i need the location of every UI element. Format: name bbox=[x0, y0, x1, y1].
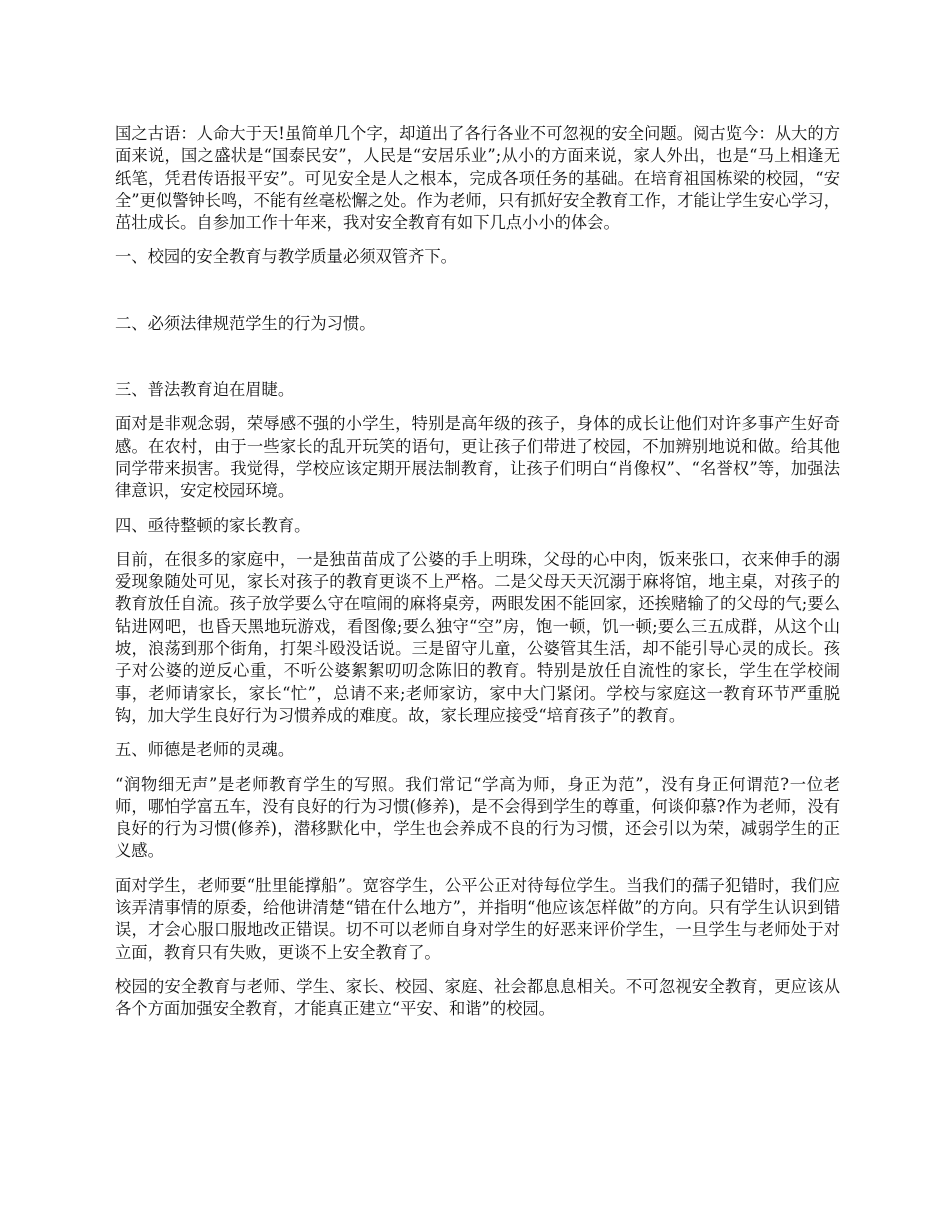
section-heading-5: 五、师德是老师的灵魂。 bbox=[115, 740, 295, 760]
document-page bbox=[115, 123, 840, 1021]
section-heading-3: 三、普法教育迫在眉睫。 bbox=[115, 380, 295, 400]
section-5-paragraph-1: “润物细无声”是老师教育学生的写照。我们常记“学高为师，身正为范”，没有身正何谓范?一位老师，哪怕学富五车，没有良好的行为习惯(修养)，是不会得到学生的尊重，何谈仰慕?作为老师，没有良好的行为习惯(修养)，潜移默化中，学生也会养成不良的行为习惯，还会引以为荣，减弱学生的正义感。 bbox=[115, 774, 840, 861]
intro-paragraph: 国之古语：人命大于天!虽简单几个字，却道出了各行各业不可忽视的安全问题。阅古览今：从大的方面来说，国之盛状是“国泰民安”，人民是“安居乐业”;从小的方面来说，家人外出，也是“马上相逢无纸笔，凭君传语报平安”。可见安全是人之根本，完成各项任务的基础。在培育祖国栋梁的校园，“安全”更似警钟长鸣，不能有丝毫松懈之处。作为老师，只有抓好安全教育工作，才能让学生安心学习，茁壮成长。自参加工作十年来，我对安全教育有如下几点小小的体会。 bbox=[115, 124, 840, 233]
conclusion-paragraph: 校园的安全教育与老师、学生、家长、校园、家庭、社会都息息相关。不可忽视安全教育，更应该从各个方面加强安全教育，才能真正建立“平安、和谐”的校园。 bbox=[115, 976, 840, 1019]
section-5-paragraph-2: 面对学生，老师要“肚里能撑船”。宽容学生，公平公正对待每位学生。当我们的孺子犯错时，我们应该弄清事情的原委，给他讲清楚“错在什么地方”，并指明“他应该怎样做”的方向。只有学生认识到错误，才会心服口服地改正错误。切不可以老师自身对学生的好恶来评价学生，一旦学生与老师处于对立面，教育只有失败，更谈不上安全教育了。 bbox=[115, 875, 840, 962]
section-4-paragraph: 目前，在很多的家庭中，一是独苗苗成了公婆的手上明珠，父母的心中肉，饭来张口，衣来伸手的溺爱现象随处可见，家长对孩子的教育更谈不上严格。二是父母天天沉溺于麻将馆，地主桌，对孩子的教育放任自流。孩子放学要么守在喧闹的麻将桌旁，两眼发困不能回家，还挨赌输了的父母的气;要么钻进网吧，也昏天黑地玩游戏，看图像;要么独守“空”房，饱一顿，饥一顿;要么三五成群，从这个山坡，浪荡到那个街角，打架斗殴没话说。三是留守儿童，公婆管其生活，却不能引导心灵的成长。孩子对公婆的逆反心重，不听公婆絮絮叨叨念陈旧的教育。特别是放任自流性的家长，学生在学校闹事，老师请家长，家长“忙”，总请不来;老师家访，家中大门紧闭。学校与家庭这一教育环节严重脱钩，加大学生良好行为习惯养成的难度。故，家长理应接受“培育孩子”的教育。 bbox=[115, 549, 840, 725]
section-heading-1: 一、校园的安全教育与教学质量必须双管齐下。 bbox=[115, 247, 457, 267]
section-heading-2: 二、必须法律规范学生的行为习惯。 bbox=[115, 313, 376, 333]
section-3-paragraph: 面对是非观念弱，荣辱感不强的小学生，特别是高年级的孩子，身体的成长让他们对许多事产生好奇感。在农村，由于一些家长的乱开玩笑的语句，更让孩子们带进了校园，不加辨别地说和做。给其他同学带来损害。我觉得，学校应该定期开展法制教育，让孩子们明白“肖像权”、“名誉权”等，加强法律意识，安定校园环境。 bbox=[115, 414, 840, 501]
section-heading-4: 四、亟待整顿的家长教育。 bbox=[115, 515, 311, 535]
